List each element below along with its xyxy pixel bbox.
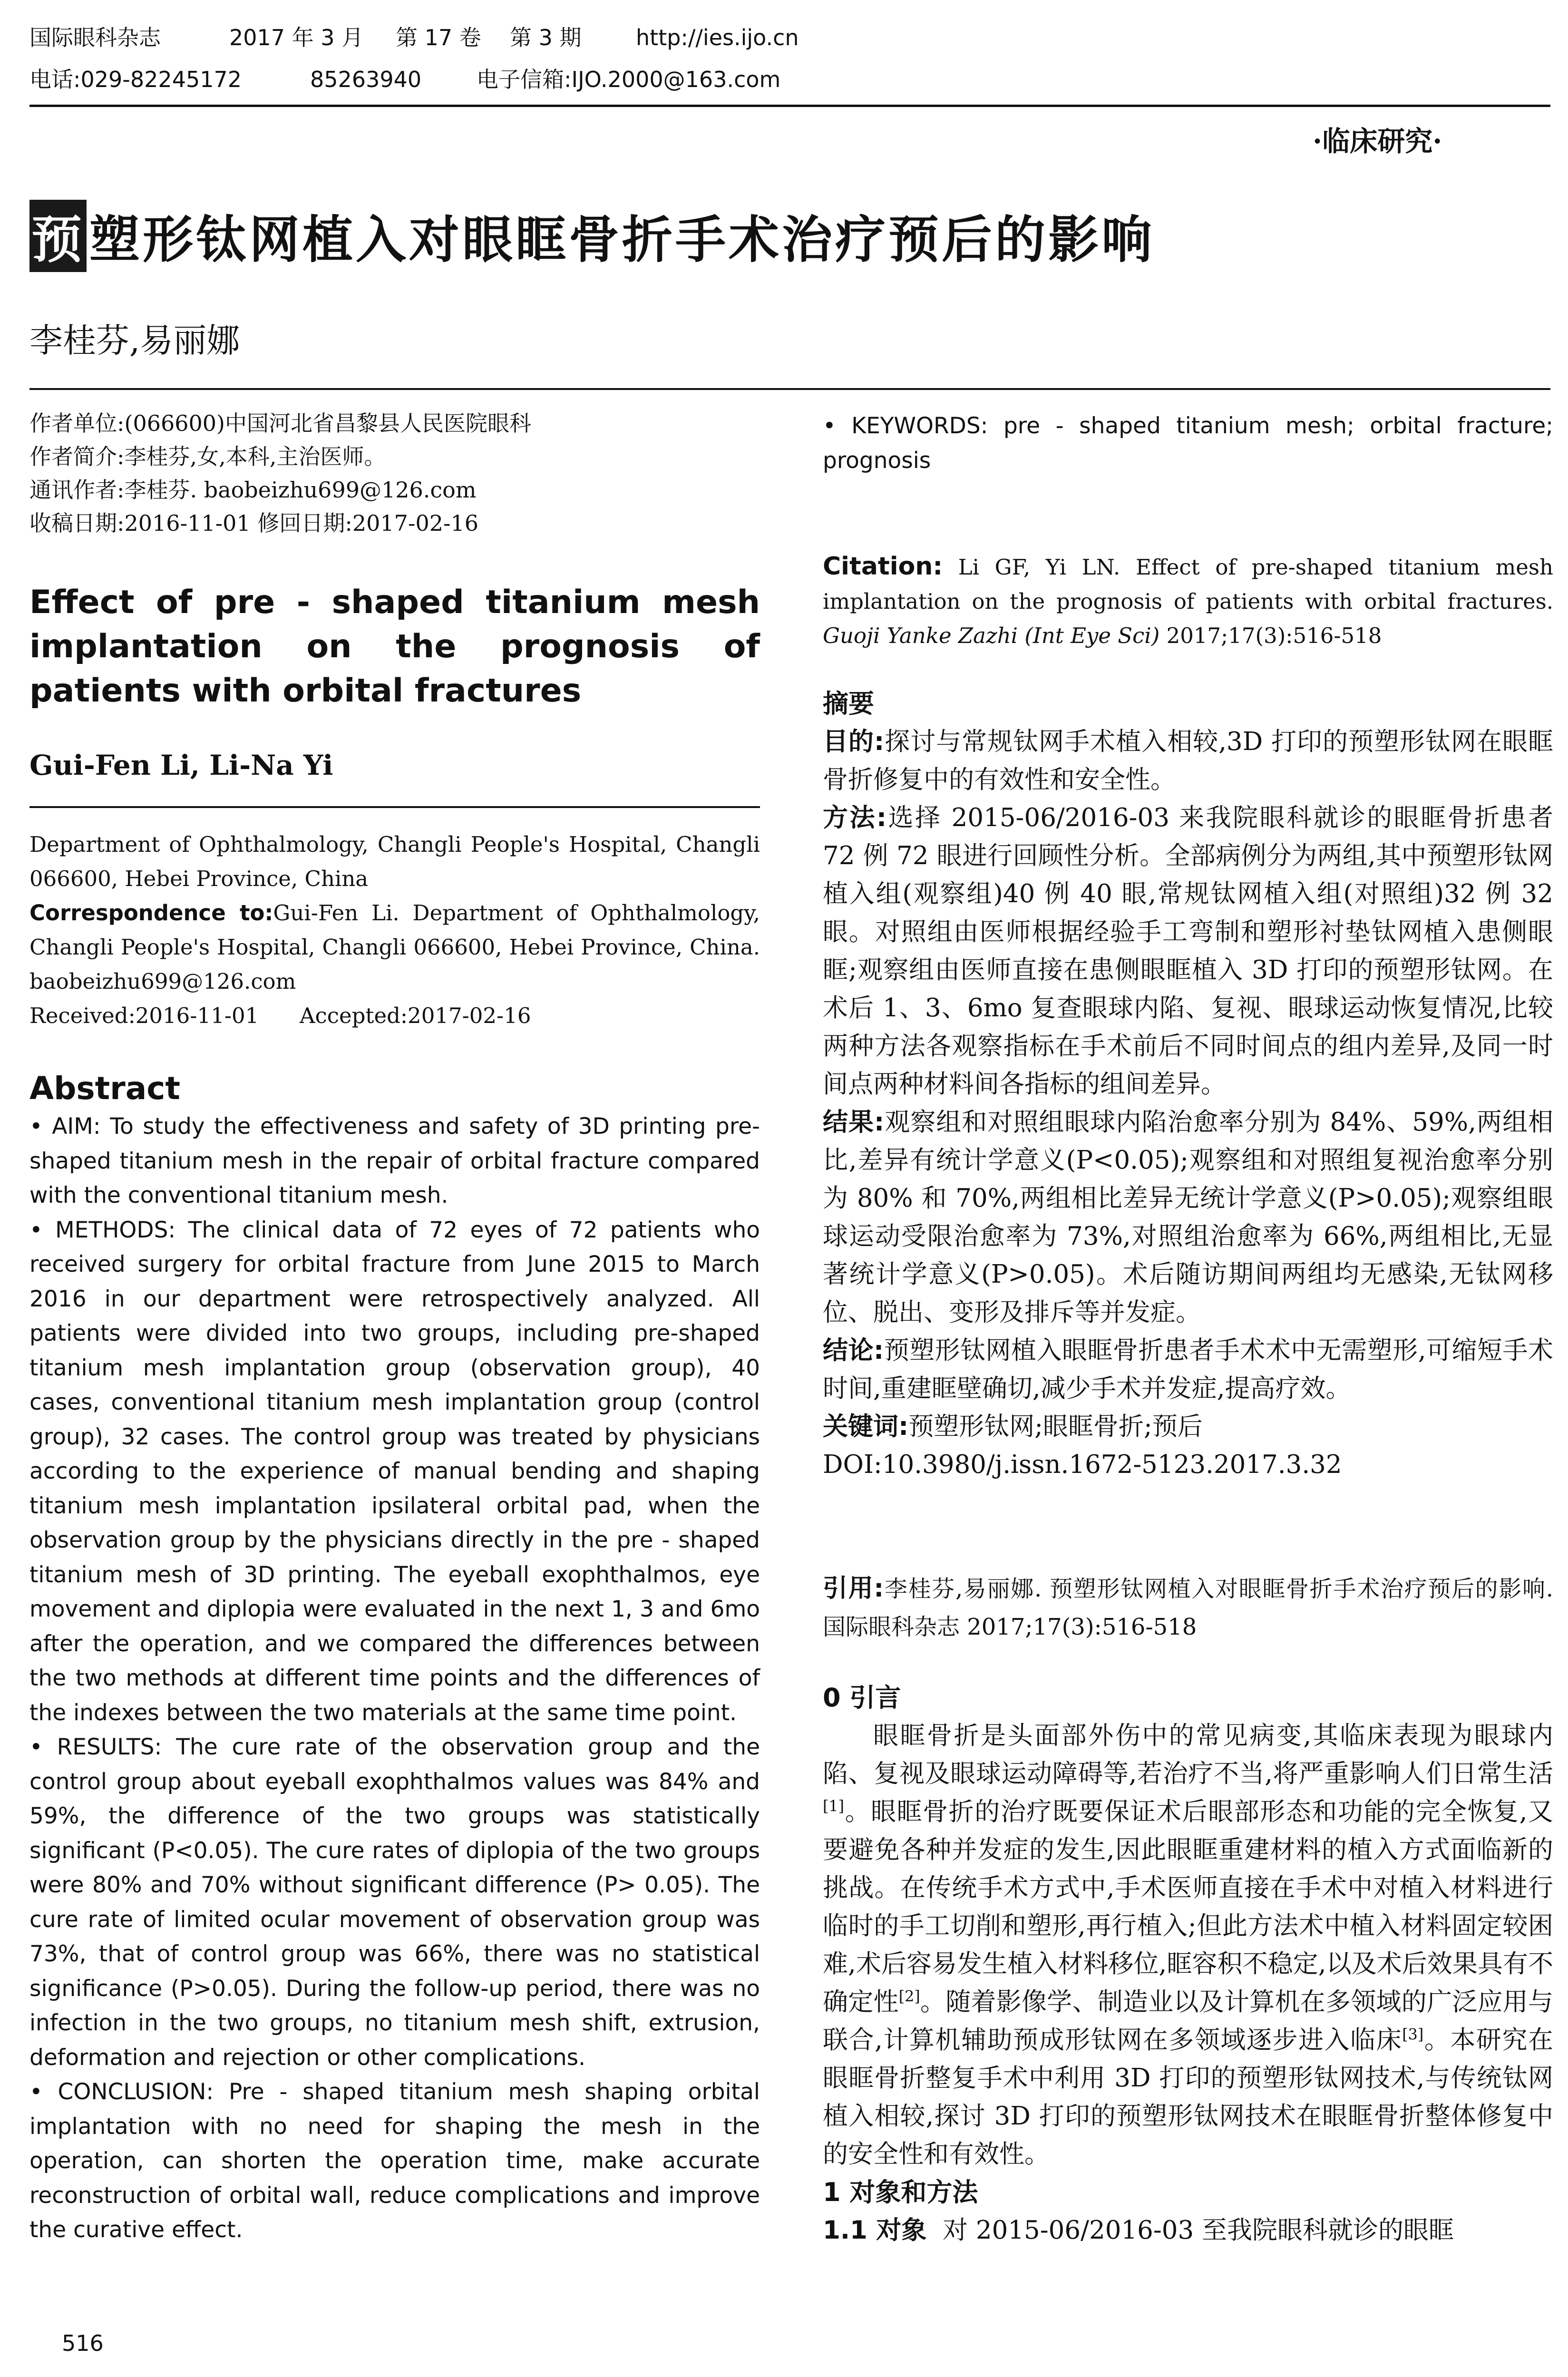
journal-website: http://ies.ijo.cn [636, 25, 799, 50]
meta-affiliation: 作者单位:(066600)中国河北省昌黎县人民医院眼科 [29, 410, 531, 436]
zh-results-label: 结果: [823, 1108, 885, 1137]
issue-date: 2017 年 3 月 [229, 25, 364, 50]
correspondence-label: Correspondence to: [29, 900, 273, 925]
header-rule [29, 105, 1550, 107]
citation-text: Li GF, Yi LN. Effect of pre-shaped titanium mesh implantation on the prognosis of patients with orbital fractures. [823, 555, 1553, 614]
title-rest: 塑形钛网植入对眼眶骨折手术治疗预后的影响 [89, 211, 1155, 269]
intro-text-2: 。眼眶骨折的治疗既要保证术后眼部形态和功能的完全恢复,又要避免各种并发症的发生,因此眼眶重建材料的植入方式面临新的挑战。在传统手术方式中,手术医师直接在手术中对植入材料进行临时的手工切削和塑形,再行植入;但此方法术中植入材料固定较困难,术后容易发生植入材料移位,眶容积不稳定,以及术后效果具有不确定性 [823, 1797, 1553, 2017]
meta-corresponding: 通讯作者:李桂芬. baobeizhu699@126.com [29, 477, 477, 503]
intro-block [823, 1679, 1553, 2250]
zh-citation-block [823, 1569, 1553, 1646]
abstract-results: • RESULTS: The cure rate of the observation group and the control group about eyeball exophthalmos values was 84% and 59%, the difference of the two groups was statistically significant (P<0.05). The cure rates of diplopia of the two groups were 80% and 70% without significant difference (P> 0.05). The cure rate of limited ocular movement of observation group was 73%, that of control group was 66%, there was no statistical significance (P>0.05). During the follow-up period, there was no infection in the two groups, no titanium mesh shift, extrusion, deformation and rejection or other complications. [29, 1734, 760, 2071]
running-header [29, 22, 1551, 53]
meta-author-bio: 作者简介:李桂芬,女,本科,主治医师。 [29, 444, 386, 469]
zh-methods [823, 799, 1553, 1103]
zh-conclusion-label: 结论: [823, 1336, 884, 1365]
zh-citation [823, 1569, 1553, 1646]
zh-conclusion [823, 1332, 1553, 1408]
zh-methods-label: 方法: [823, 803, 887, 832]
ref-3: [3] [1402, 2026, 1424, 2044]
left-column [29, 407, 760, 540]
intro-text-1: 眼眶骨折是头面部外伤中的常见病变,其临床表现为眼球内陷、复视及眼球运动障碍等,若治疗不当,将严重影响人们日常生活 [823, 1721, 1553, 1788]
title-rule [29, 388, 1550, 390]
meta-dates: 收稿日期:2016-11-01 修回日期:2017-02-16 [29, 510, 479, 536]
contact-header [29, 64, 1551, 95]
zh-aim-label: 目的: [823, 727, 885, 756]
abstract-heading: Abstract [29, 1070, 180, 1107]
zh-conclusion-text: 预塑形钛网植入眼眶骨折患者手术术中无需塑形,可缩短手术时间,重建眶壁确切,减少手术并发症,提高疗效。 [823, 1336, 1553, 1403]
citation-volume: 2017;17(3):516-518 [1166, 623, 1382, 648]
english-affiliation: Department of Ophthalmology, Changli People's Hospital, Changli 066600, Hebei Province, China [29, 832, 760, 891]
zh-keywords-label: 关键词: [823, 1412, 909, 1441]
english-title-block [29, 580, 760, 713]
ref-1: [1] [823, 1797, 845, 1815]
zh-keywords-text: 预塑形钛网;眼眶骨折;预后 [908, 1412, 1203, 1441]
section1-1-label: 1.1 对象 [823, 2216, 927, 2245]
section1-1-text: 对 2015-06/2016-03 至我院眼科就诊的眼眶 [943, 2216, 1454, 2245]
zh-abstract-heading: 摘要 [823, 689, 874, 719]
citation-block [823, 549, 1553, 653]
received-accepted: Received:2016-11-01 Accepted:2017-02-16 [29, 1003, 531, 1028]
zh-results-text: 观察组和对照组眼球内陷治愈率分别为 84%、59%,两组相比,差异有统计学意义(P<0.05);观察组和对照组复视治愈率分别为 80% 和 70%,两组相比差异无统计学意义(P>0.05);观察组眼球运动受限治愈率为 73%,对照组治愈率为 66%,两组相比,无显著统计学意义(P>0.05)。术后随访期间两组均无感染,无钛网移位、脱出、变形及排斥等并发症。 [823, 1108, 1553, 1327]
english-citation [823, 549, 1553, 653]
abstract-methods: • METHODS: The clinical data of 72 eyes of 72 patients who received surgery for orbital fracture from June 2015 to March 2016 in our department were retrospectively analyzed. All patients were divided into two groups, including pre-shaped titanium mesh implantation group (observation group), 40 cases, conventional titanium mesh implantation group (control group), 32 cases. The control group was treated by physicians according to the experience of manual bending and shaping titanium mesh implantation ipsilateral orbital pad, when the observation group by the physicians directly in the pre - shaped titanium mesh of 3D printing. The eyeball exophthalmos, eye movement and diplopia were evaluated in the next 1, 3 and 6mo after the operation, and we compared the differences between the two methods at different time points and the differences of the indexes between the two materials at the same time point. [29, 1217, 760, 1726]
citation-journal: Guoji Yanke Zazhi (Int Eye Sci) [823, 623, 1160, 648]
abstract-block [29, 1070, 760, 2248]
correspondence-text: Gui-Fen Li. Department of Ophthalmology, Changli People's Hospital, Changli 066600, Hebei Province, China. baobeizhu699@126.com [29, 900, 760, 994]
phone-2: 85263940 [310, 67, 422, 92]
zh-keywords [823, 1408, 1553, 1446]
author-rule [29, 806, 760, 808]
doi: DOI:10.3980/j.issn.1672-5123.2017.3.32 [823, 1450, 1342, 1479]
english-title: Effect of pre - shaped titanium mesh implantation on the prognosis of patients with orbital fractures [29, 584, 760, 710]
issue-number: 第 3 期 [510, 25, 582, 50]
article-title [29, 200, 1155, 272]
intro-text-4: 。本研究在眼眶骨折整复手术中利用 3D 打印的预塑形钛网技术,与传统钛网植入相较,探讨 3D 打印的预塑形钛网技术在眼眶骨折整体修复中的安全性和有效性。 [823, 2026, 1553, 2169]
page-number: 516 [62, 2330, 104, 2356]
abstract-keywords: • KEYWORDS: pre - shaped titanium mesh; orbital fracture; prognosis [823, 413, 1553, 474]
abstract-conclusion: • CONCLUSION: Pre - shaped titanium mesh shaping orbital implantation with no need for shaping the mesh in the operation, can shorten the operation time, make accurate reconstruction of orbital wall, reduce complications and improve the curative effect. [29, 2079, 760, 2243]
intro-heading: 0 引言 [823, 1683, 901, 1713]
section1-heading: 1 对象和方法 [823, 2177, 978, 2207]
email: 电子信箱:IJO.2000@163.com [477, 67, 781, 92]
english-authors-block [29, 749, 760, 781]
section-tag: ·临床研究· [1313, 125, 1442, 157]
abstract-aim: • AIM: To study the effectiveness and safety of 3D printing pre-shaped titanium mesh in the repair of orbital fracture compared with the conventional titanium mesh. [29, 1113, 760, 1208]
zh-citation-label: 引用: [823, 1574, 884, 1603]
intro-paragraph [823, 1717, 1553, 2173]
citation-label: Citation: [823, 552, 943, 581]
intro-text-3: 。随着影像学、制造业以及计算机在多领域的广泛应用与联合,计算机辅助预成形钛网在多领域逐步进入临床 [823, 1987, 1554, 2055]
right-column-top [823, 409, 1553, 478]
zh-citation-text: 李桂芬,易丽娜. 预塑形钛网植入对眼眶骨折手术治疗预后的影响. 国际眼科杂志 2017;17(3):516-518 [823, 1576, 1553, 1640]
title-first-char: 预 [29, 200, 87, 272]
zh-methods-text: 选择 2015-06/2016-03 来我院眼科就诊的眼眶骨折患者 72 例 72 眼进行回顾性分析。全部病例分为两组,其中预塑形钛网植入组(观察组)40 例 40 眼,常规钛网植入组(对照组)32 例 32 眼。对照组由医师根据经验手工弯制和塑形衬垫钛网植入患侧眼眶;观察组由医师直接在患侧眼眶植入 3D 打印的预塑形钛网。在术后 1、3、6mo 复查眼球内陷、复视、眼球运动恢复情况,比较两种方法各观察指标在手术前后不同时间点的组内差异,及同一时间点两种材料间各指标的组间差异。 [823, 803, 1553, 1099]
zh-aim-text: 探讨与常规钛网手术植入相较,3D 打印的预塑形钛网在眼眶骨折修复中的有效性和安全性。 [823, 727, 1553, 794]
phone: 电话:029-82245172 [29, 67, 242, 92]
section1-1 [823, 2211, 1553, 2250]
journal-name: 国际眼科杂志 [29, 25, 161, 50]
affiliation-block [29, 828, 760, 1033]
zh-abstract-block [823, 685, 1553, 1484]
ref-2: [2] [898, 1987, 920, 2006]
authors-zh: 李桂芬,易丽娜 [29, 321, 240, 360]
correspondence [29, 896, 760, 999]
zh-results [823, 1103, 1553, 1332]
zh-aim [823, 723, 1553, 799]
english-authors: Gui-Fen Li, Li-Na Yi [29, 749, 333, 781]
volume: 第 17 卷 [396, 25, 481, 50]
